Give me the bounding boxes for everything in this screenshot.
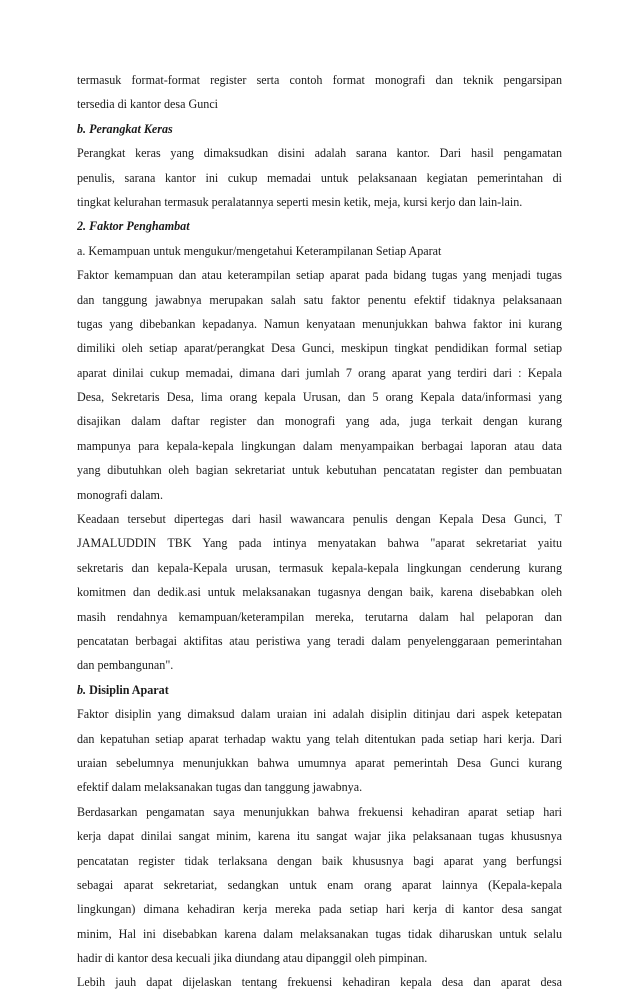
text-line: Keadaan tersebut dipertegas dari hasil wawancara penulis dengan Kepala Desa Gunci, T: [77, 512, 562, 527]
text-line: lingkungan) dimana kehadiran kerja mereka pada setiap hari kerja di kantor desa sangat: [77, 902, 562, 917]
text-line: dan kepatuhan setiap aparat terhadap waktu yang telah ditentukan pada setiap hari kerja. Dari: [77, 731, 562, 746]
text-line: minim, Hal ini disebabkan karena dalam melaksanakan tugas tidak diharuskan untuk selalu: [77, 926, 562, 941]
section-heading: b. Perangkat Keras: [77, 121, 173, 136]
text-line: tersedia di kantor desa Gunci: [77, 97, 219, 112]
document-page: [77, 68, 562, 995]
text-line: yang dibutuhkan oleh bagian sekretariat untuk kebutuhan pencatatan register dan pembuatan: [77, 463, 562, 478]
text-line: Berdasarkan pengamatan saya menunjukkan bahwa frekuensi kehadiran aparat setiap hari: [77, 804, 562, 819]
text-line: kerja dapat dinilai sangat minim, karena itu sangat wajar jika pelaksanaan tugas khususnya: [77, 829, 562, 844]
text-line: Faktor disiplin yang dimaksud dalam uraian ini adalah disiplin ditinjau dari aspek ketepatan: [77, 707, 562, 722]
text-line: sekretaris dan kepala-Kepala urusan, termasuk kepala-kepala lingkungan cenderung kurang: [77, 560, 562, 575]
text-line: a. Kemampuan untuk mengukur/mengetahui Keterampilanan Setiap Aparat: [77, 243, 442, 258]
text-line: JAMALUDDIN TBK Yang pada intinya menyatakan bahwa "aparat sekretariat yaitu: [77, 536, 562, 551]
text-line: uraian sebelumnya menunjukkan bahwa umumnya aparat pemerintah Desa Gunci kurang: [77, 755, 562, 770]
text-line: Desa, Sekretaris Desa, lima orang kepala Urusan, dan 5 orang Kepala data/informasi yang: [77, 390, 562, 405]
text-line: Lebih jauh dapat dijelaskan tentang frekuensi kehadiran kepala desa dan aparat desa: [77, 975, 562, 990]
heading-prefix: b.: [77, 682, 87, 697]
text-line: efektif dalam melaksanakan tugas dan tanggung jawabnya.: [77, 780, 363, 795]
text-line: pencatatan berbagai aktifitas atau peristiwa yang teradi dalam penyelenggaraan pemerintahan: [77, 633, 562, 648]
text-line: pencatatan register tidak terlaksana dengan baik khususnya bagi aparat yang berfungsi: [77, 853, 562, 868]
text-line: monografi dalam.: [77, 487, 163, 502]
text-line: tingkat kelurahan termasuk peralatannya seperti mesin ketik, meja, kursi kerjo dan lain-lain.: [77, 194, 523, 209]
text-line: hadir di kantor desa kecuali jika diundang atau dipanggil oleh pimpinan.: [77, 951, 428, 966]
text-line: tugas yang dibebankan kepadanya. Namun kenyataan menunjukkan bahwa faktor ini kurang: [77, 316, 562, 331]
text-line: komitmen dan dedik.asi untuk melaksanakan tugasnya dengan baik, karena disebabkan oleh: [77, 585, 562, 600]
text-line: Perangkat keras yang dimaksudkan disini adalah sarana kantor. Dari hasil pengamatan: [77, 146, 562, 161]
text-line: masih rendahnya kemampuan/keterampilan mereka, terutarna dalam hal pelaporan dan: [77, 609, 562, 624]
text-line: mampunya para kepala-kepala lingkungan dalam menyampaikan berbagai laporan atau data: [77, 438, 562, 453]
text-line: Faktor kemampuan dan atau keterampilan setiap aparat pada bidang tugas yang menjadi tugas: [77, 268, 562, 283]
heading-text: Disiplin Aparat: [86, 682, 169, 697]
text-line: dan tanggung jawabnya merupakan salah satu faktor penentu efektif tidaknya pelaksanaan: [77, 292, 562, 307]
text-line: sebagai aparat sekretariat, sedangkan untuk enam orang aparat lainnya (Kepala-kepala: [77, 877, 562, 892]
text-line: dimiliki oleh setiap aparat/perangkat Desa Gunci, meskipun tingkat pendidikan formal setiap: [77, 341, 562, 356]
text-line: penulis, sarana kantor ini cukup memadai untuk pelaksanaan kegiatan pemerintahan di: [77, 170, 562, 185]
text-line: disajikan dalam daftar register dan monografi yang ada, juga terkait dengan kurang: [77, 414, 562, 429]
section-heading: [77, 678, 562, 702]
section-heading: 2. Faktor Penghambat: [77, 219, 190, 234]
text-line: dan pembangunan".: [77, 658, 174, 673]
text-line: aparat dinilai cukup memadai, dimana dari jumlah 7 orang aparat yang terdiri dari : Kepala: [77, 365, 562, 380]
text-line: termasuk format-format register serta contoh format monografi dan teknik pengarsipan: [77, 73, 562, 87]
